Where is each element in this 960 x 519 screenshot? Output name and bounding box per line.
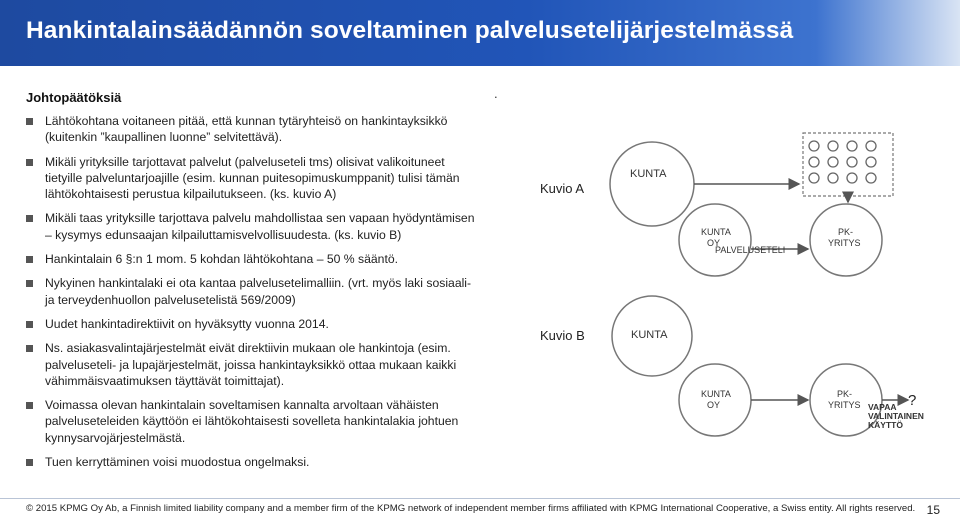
figure-b-diagram bbox=[600, 292, 940, 444]
page-title: Hankintalainsäädännön soveltaminen palvelusetelijärjestelmässä bbox=[26, 17, 794, 44]
palveluseteli-label: PALVELUSETELI bbox=[715, 245, 786, 255]
bullet-square-icon bbox=[26, 280, 33, 287]
kunta-oy-label: OY bbox=[707, 400, 721, 410]
bullet-square-icon bbox=[26, 402, 33, 409]
bullet-square-icon bbox=[26, 159, 33, 166]
kunta-oy-label: OY bbox=[707, 238, 721, 248]
page-number: 15 bbox=[926, 503, 940, 517]
bullet-square-icon bbox=[26, 215, 33, 222]
section-heading: Johtopäätöksiä bbox=[26, 90, 122, 105]
pk-yritys-label: YRITYS bbox=[828, 238, 861, 248]
bullet-square-icon bbox=[26, 256, 33, 263]
free-use-label: VALINTAINEN bbox=[868, 411, 924, 421]
kunta-oy-label: KUNTA bbox=[701, 227, 731, 237]
customer-circles bbox=[809, 141, 876, 183]
bullet-item: Nykyinen hankintalaki ei ota kantaa palvelusetelimalliin. (vrt. myös laki sosiaali- ja terveydenhuollon palvelusetelistä 569/2009) bbox=[26, 275, 476, 307]
bullet-item: Lähtökohtana voitaneen pitää, että kunnan tytäryhteisö on hankintayksikkö (kuitenkin ”kaupallinen luonne” selvitettävä). bbox=[26, 113, 476, 145]
pk-yritys-label: PK- bbox=[837, 389, 853, 399]
bullet-square-icon bbox=[26, 345, 33, 352]
bullet-square-icon bbox=[26, 459, 33, 466]
kunta-oy-label: KUNTA bbox=[701, 389, 731, 399]
free-use-label: VAPAA bbox=[868, 402, 897, 412]
kunta-circle bbox=[610, 142, 694, 226]
bullet-item: Ns. asiakasvalintajärjestelmät eivät direktiivin mukaan ole hankintoja (esim. palveluseteli- ja lupajärjestelmät, joissa hankintayksikkö ottaa mukaan kaikki vähimmäisvaatimuksen täyttävät toimittajat). bbox=[26, 340, 476, 389]
bullet-list bbox=[26, 113, 476, 478]
title-bar bbox=[0, 0, 960, 66]
pk-yritys-label: PK- bbox=[838, 227, 854, 237]
kunta-label: KUNTA bbox=[631, 329, 668, 341]
figure-a-label: Kuvio A bbox=[540, 181, 585, 196]
bullet-item: Mikäli yrityksille tarjottavat palvelut (palveluseteli tms) olisivat valikoituneet tietyille palveluntarjoajille (esim. kunnan puitesopimuskumppanit) tulisi tämän lähtökohtaisesti perustua kilpailutukseen. (ks. kuvio A) bbox=[26, 154, 476, 203]
copyright-footer: © 2015 KPMG Oy Ab, a Finnish limited liability company and a member firm of the KPMG network of independent member firms affiliated with KPMG International Cooperative, a Swiss entity. All rights reserved. bbox=[26, 503, 916, 514]
bullet-item: Hankintalain 6 §:n 1 mom. 5 kohdan lähtökohtana – 50 % sääntö. bbox=[26, 251, 476, 267]
kunta-label: KUNTA bbox=[630, 168, 667, 180]
bullet-item: Tuen kerryttäminen voisi muodostua ongelmaksi. bbox=[26, 454, 476, 470]
pk-yritys-label: YRITYS bbox=[828, 400, 861, 410]
bullet-square-icon bbox=[26, 118, 33, 125]
question-mark: ? bbox=[908, 392, 917, 409]
bullet-item: Mikäli taas yrityksille tarjottava palvelu mahdollistaa sen vapaan hyödyntämisen – kysymys edunsaajan kilpailuttamisvelvollisuudesta. (ks. kuvio B) bbox=[26, 210, 476, 242]
figure-a-diagram bbox=[600, 128, 930, 288]
footer-divider bbox=[0, 498, 960, 499]
bullet-item: Uudet hankintadirektiivit on hyväksytty vuonna 2014. bbox=[26, 316, 476, 332]
bullet-square-icon bbox=[26, 321, 33, 328]
figure-b-label: Kuvio B bbox=[540, 328, 585, 343]
bullet-item: Voimassa olevan hankintalain soveltamisen kannalta arvoltaan vähäisten palveluseteleiden käyttöön ei lähtökohtaisesti sovelleta hankintalakia johtuen kynnysarvojärjestelmästä. bbox=[26, 397, 476, 446]
stray-dot: . bbox=[494, 86, 498, 101]
free-use-label: KÄYTTÖ bbox=[868, 420, 903, 430]
